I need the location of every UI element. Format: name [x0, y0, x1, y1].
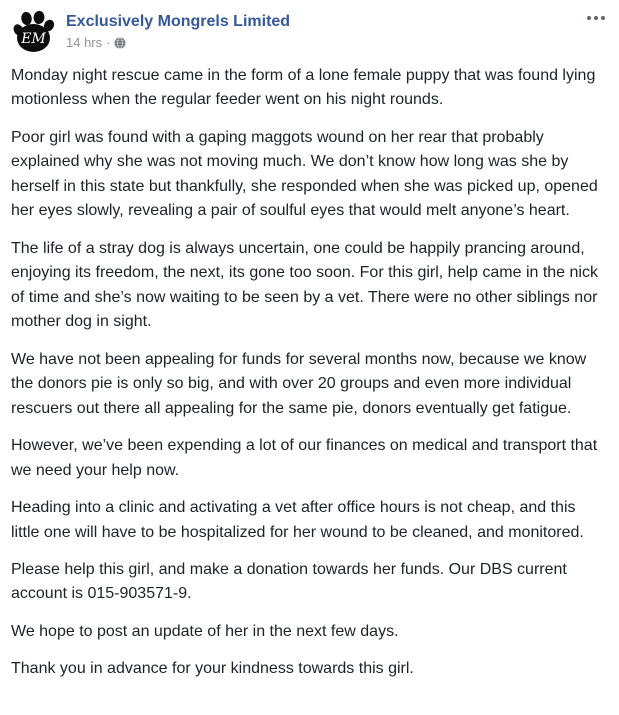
post-paragraph: Monday night rescue came in the form of a lone female puppy that was found lying motionless when the regular feeder went on his night rounds. — [11, 67, 596, 109]
meta-separator: · — [106, 35, 111, 50]
ellipsis-icon — [587, 16, 591, 20]
avatar-initials: EM — [21, 31, 46, 47]
post-options-button[interactable] — [583, 10, 609, 26]
post-paragraph: We have not been appealing for funds for several months now, because we know the donors pie is only so big, and with over 20 groups and even more individual rescuers out there all appealing for the same pie, donors eventually get fatigue. — [11, 350, 587, 417]
ellipsis-icon — [594, 16, 598, 20]
header-info — [66, 9, 290, 51]
post-paragraph: Heading into a clinic and activating a vet after office hours is not cheap, and this little one will have to be hospitalized for her wound to be cleaned, and monitored. — [11, 499, 584, 541]
post-content — [0, 55, 619, 692]
page-name-link[interactable]: Exclusively Mongrels Limited — [66, 13, 291, 30]
timestamp-link[interactable]: 14 hrs — [66, 35, 103, 50]
globe-icon — [114, 37, 126, 49]
post-paragraph: The life of a stray dog is always uncertain, one could be happily prancing around, enjoying its freedom, the next, its gone too soon. For this girl, help came in the nick of time and she’s now waiting to be seen by a vet. There were no other siblings nor mother dog in sight. — [11, 239, 598, 331]
page-avatar[interactable] — [10, 9, 56, 55]
post-paragraph: Poor girl was found with a gaping maggots wound on her rear that probably explained why she was not moving much. We don’t know how long was she by herself in this state but thankfully, she responded when she was picked up, opened her eyes slowly, revealing a pair of soulful eyes that would melt anyone’s heart. — [11, 128, 598, 220]
post-paragraph: However, we’ve been expending a lot of our finances on medical and transport that we need your help now. — [11, 437, 598, 479]
paw-logo-icon — [10, 9, 56, 55]
post-header — [0, 0, 619, 55]
post-meta — [66, 35, 290, 51]
post-paragraph: Thank you in advance for your kindness towards this girl. — [11, 660, 414, 678]
post-paragraph: We hope to post an update of her in the next few days. — [11, 622, 399, 640]
post-paragraph: Please help this girl, and make a donation towards her funds. Our DBS current account is 015-903571-9. — [11, 560, 567, 603]
ellipsis-icon — [601, 16, 605, 20]
